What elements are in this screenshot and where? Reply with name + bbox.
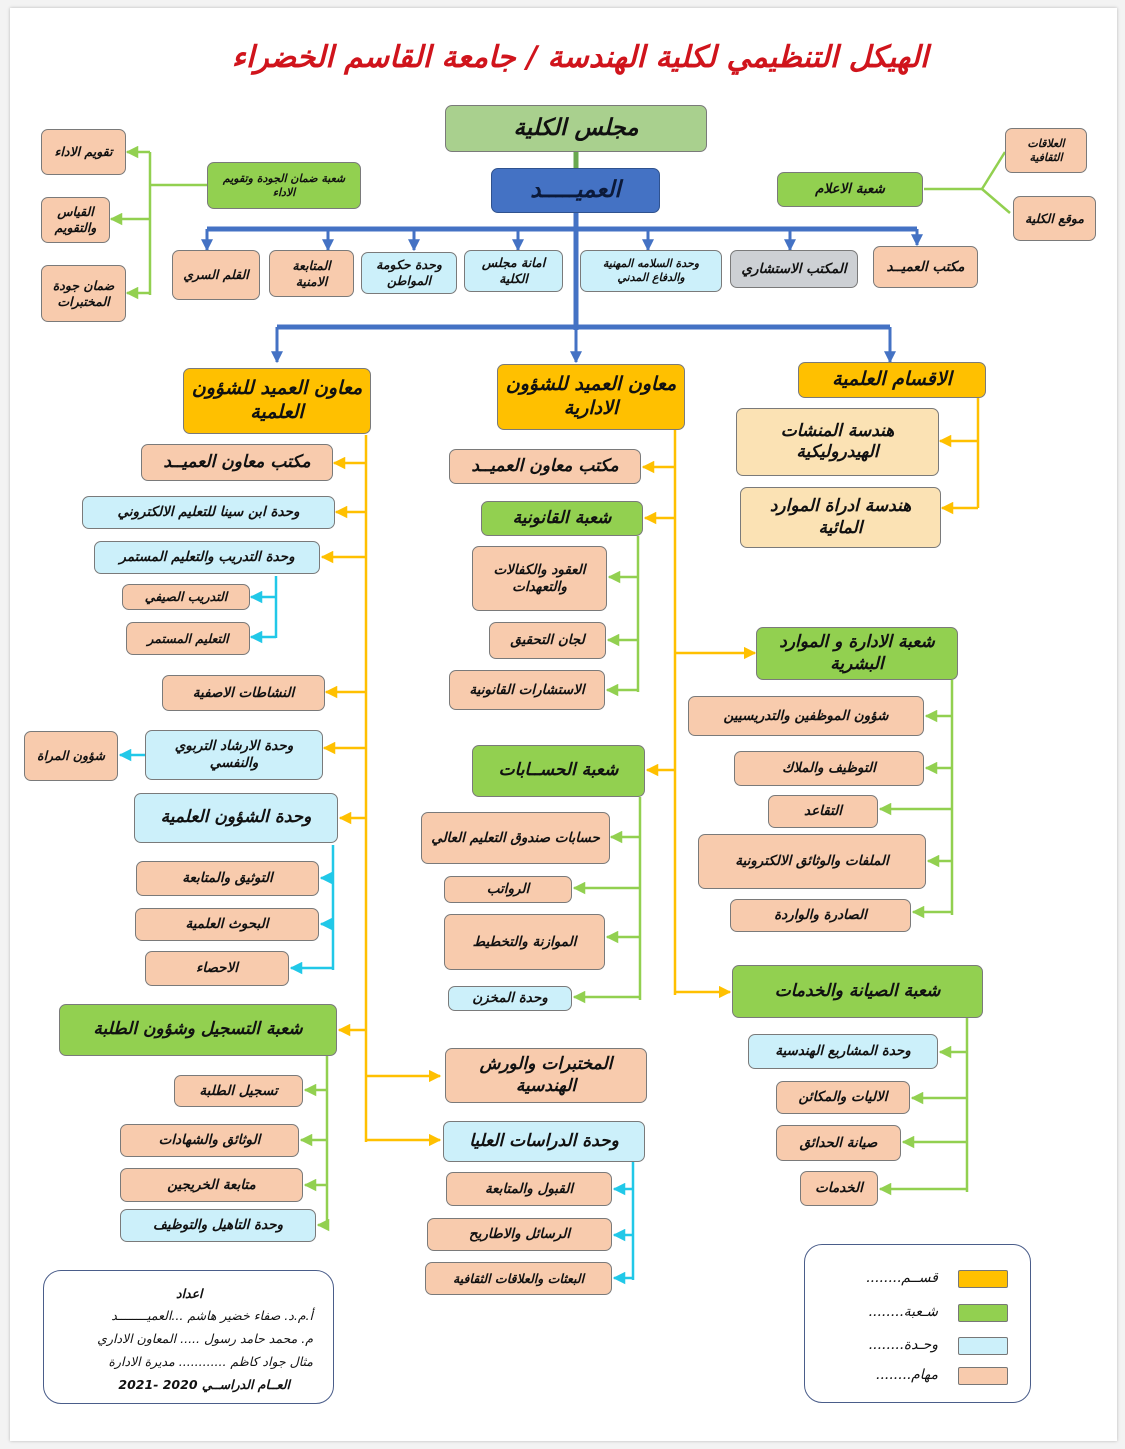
accounts-section-box: شعبة الحســابات: [472, 745, 645, 797]
women-affairs-box: شؤون المراة: [24, 731, 118, 781]
maintenance-item-box: صيانة الحدائق: [776, 1125, 901, 1161]
dean-box: العميـــــد: [491, 168, 660, 213]
dean-unit-box: مكتب العميــد: [873, 246, 978, 288]
guidance-unit-box: وحدة الارشاد التربوي والنفسي: [145, 730, 323, 780]
department-box: هندسة ادراة الموارد المائية: [740, 487, 941, 548]
departments-box: الاقسام العلمية: [798, 362, 986, 398]
hr-item-box: الملفات والوثائق الالكترونية: [698, 834, 926, 889]
graduate-item-box: القبول والمتابعة: [446, 1172, 612, 1206]
credits-heading: اعداد: [176, 1286, 203, 1301]
legend-label: وحـدة........: [868, 1337, 938, 1353]
maintenance-item-box: الاليات والمكائن: [776, 1081, 910, 1114]
maintenance-item-box: الخدمات: [800, 1171, 878, 1206]
quality-section-box: شعبة ضمان الجودة وتقويم الاداء: [207, 162, 361, 209]
sci-item-box: البحوث العلمية: [135, 908, 319, 941]
hr-item-box: الصادرة والواردة: [730, 899, 911, 932]
training-item-box: التدريب الصيفي: [122, 584, 250, 610]
deputy-admin-box: معاون العميد للشؤون الادارية: [497, 364, 685, 430]
hr-item-box: شؤون الموظفين والتدريسيين: [688, 696, 924, 736]
dean-unit-box: وحدة حكومة المواطن: [361, 252, 457, 294]
media-item-box: العلاقات الثقافية: [1005, 128, 1087, 173]
legend-label: شـعبة........: [868, 1304, 938, 1320]
maintenance-section-box: شعبة الصيانة والخدمات: [732, 965, 983, 1018]
registration-item-box: متابعة الخريجين: [120, 1168, 303, 1202]
hr-item-box: التوظيف والملاك: [734, 751, 924, 786]
activities-box: النشاطات الاصفية: [162, 675, 325, 711]
legal-item-box: لجان التحقيق: [489, 622, 606, 659]
hr-section-box: شعبة الادارة و الموارد البشرية: [756, 627, 958, 680]
labs-box: المختبرات والورش الهندسية: [445, 1048, 647, 1103]
dean-unit-box: القلم السري: [172, 250, 260, 300]
maintenance-item-box: وحدة المشاريع الهندسية: [748, 1034, 938, 1069]
dean-unit-box: المكتب الاستشاري: [730, 250, 858, 288]
dean-unit-box: وحدة السلامه المهنية والدفاع المدني: [580, 250, 722, 292]
quality-item-box: القياس والتقويم: [41, 197, 110, 243]
admin-office-box: مكتب معاون العميــد: [449, 449, 641, 484]
legal-item-box: العقود والكفالات والتعهدات: [472, 546, 607, 611]
legend-swatch-unit: [958, 1337, 1008, 1355]
graduate-item-box: الرسائل والاطاريح: [427, 1218, 612, 1251]
training-unit-box: وحدة التدريب والتعليم المستمر: [94, 541, 320, 574]
sci-item-box: التوثيق والمتابعة: [136, 861, 319, 896]
legend-swatch-section: [958, 1304, 1008, 1322]
dean-unit-box: امانة مجلس الكلية: [464, 250, 563, 292]
accounts-item-box: وحدة المخزن: [448, 986, 572, 1011]
faculty-council-box: مجلس الكلية: [445, 105, 707, 152]
registration-section-box: شعبة التسجيل وشؤون الطلبة: [59, 1004, 337, 1056]
credits-year: العــام الدراســي 2020 -2021: [118, 1377, 290, 1392]
registration-item-box: تسجيل الطلبة: [174, 1075, 303, 1107]
legend-swatch-department: [958, 1270, 1008, 1288]
deputy-scientific-box: معاون العميد للشؤون العلمية: [183, 368, 371, 434]
sci-office-box: مكتب معاون العميــد: [141, 444, 333, 481]
accounts-item-box: الرواتب: [444, 876, 572, 903]
media-item-box: موقع الكلية: [1013, 196, 1096, 241]
registration-item-box: وحدة التاهيل والتوظيف: [120, 1209, 316, 1242]
credits-line: أ.م.د. صفاء خضير هاشم ...العميــــــــد: [111, 1308, 313, 1323]
ibn-sina-unit-box: وحدة ابن سينا للتعليم الالكتروني: [82, 496, 335, 529]
credits-line: مثال جواد كاظم ............ مديرة الادارة: [108, 1354, 313, 1369]
graduate-unit-box: وحدة الدراسات العليا: [443, 1121, 645, 1162]
department-box: هندسة المنشات الهيدروليكية: [736, 408, 939, 476]
accounts-item-box: الموازنة والتخطيط: [444, 914, 605, 970]
quality-item-box: تقويم الاداء: [41, 129, 126, 175]
legend-swatch-task: [958, 1367, 1008, 1385]
media-section-box: شعبة الاعلام: [777, 172, 923, 207]
registration-item-box: الوثائق والشهادات: [120, 1124, 299, 1157]
legend-label: مهام........: [875, 1367, 938, 1383]
page-title: الهيكل التنظيمي لكلية الهندسة / جامعة القاسم الخضراء: [231, 40, 929, 75]
accounts-item-box: حسابات صندوق التعليم العالي: [421, 812, 610, 864]
sci-item-box: الاحصاء: [145, 951, 289, 986]
legal-item-box: الاستشارات القانونية: [449, 670, 605, 710]
graduate-item-box: البعثات والعلاقات الثقافية: [425, 1262, 612, 1295]
credits-line: م. محمد حامد رسول ..... المعاون الاداري: [97, 1331, 313, 1346]
hr-item-box: التقاعد: [768, 795, 878, 828]
training-item-box: التعليم المستمر: [126, 622, 250, 655]
legal-section-box: شعبة القانونية: [481, 501, 643, 536]
quality-item-box: ضمان جودة المختبرات: [41, 265, 126, 322]
dean-unit-box: المتابعة الامنية: [269, 250, 354, 297]
sci-affairs-unit-box: وحدة الشؤون العلمية: [134, 793, 338, 843]
legend-label: قســم........: [865, 1270, 938, 1286]
